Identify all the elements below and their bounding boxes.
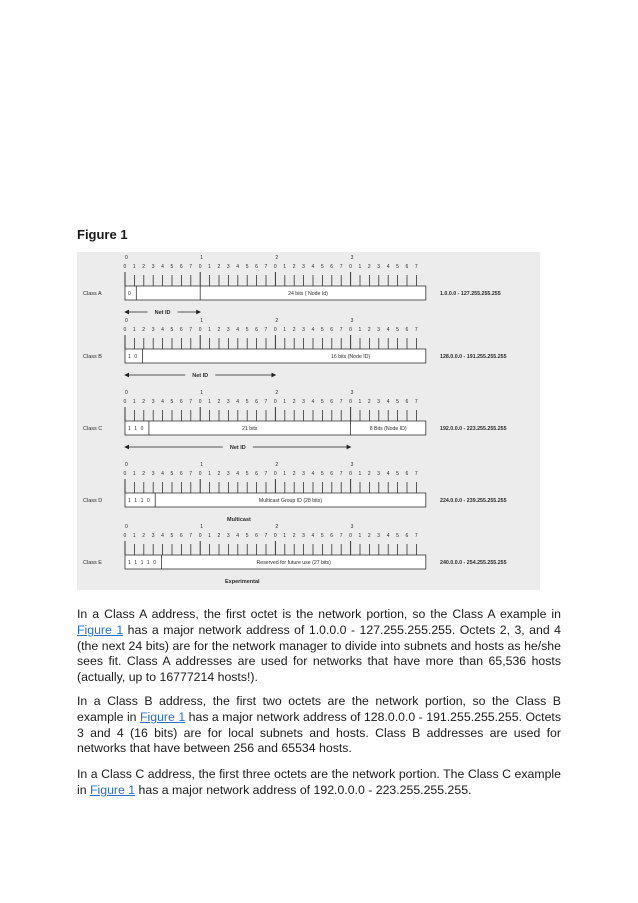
bit-index-label: 4 [161, 533, 164, 539]
bit-index-label: 4 [311, 399, 315, 405]
bit-index-label: 0 [123, 264, 127, 270]
bit-index-label: 0 [349, 471, 352, 477]
bit-index-label: 2 [367, 264, 371, 270]
bit-index-label: 0 [198, 471, 202, 477]
bit-index-label: 0 [198, 327, 202, 333]
bit-index-label: 4 [386, 533, 390, 539]
octet-number: 0 [125, 390, 128, 396]
bit-index-label: 5 [320, 327, 324, 333]
bit-index-label: 1 [132, 399, 136, 405]
octet-number: 1 [200, 255, 203, 261]
bit-index-label: 7 [189, 533, 193, 539]
bit-index-label: 4 [161, 264, 164, 270]
bit-index-label: 3 [151, 399, 155, 405]
bit-index-label: 5 [396, 327, 399, 333]
bit-index-label: 2 [367, 399, 371, 405]
bit-index-label: 4 [386, 327, 390, 333]
leading-bit: 1 [134, 560, 138, 566]
class-annotation: Multicast [227, 517, 251, 523]
bit-index-label: 7 [189, 327, 193, 333]
bit-index-label: 6 [405, 264, 409, 270]
bit-index-label: 2 [367, 471, 371, 477]
bit-index-label: 6 [330, 264, 334, 270]
bit-index-label: 0 [349, 327, 352, 333]
bit-index-label: 7 [339, 533, 343, 539]
bit-index-label: 1 [132, 471, 136, 477]
bit-index-label: 2 [217, 264, 221, 270]
bit-index-label: 4 [386, 399, 390, 405]
bit-index-label: 4 [236, 533, 240, 539]
bit-index-label: 3 [302, 399, 305, 405]
address-range: 128.0.0.0 - 191.255.255.255 [440, 354, 507, 360]
net-id-label: Net ID [154, 310, 171, 316]
bit-index-label: 0 [123, 471, 127, 477]
bit-index-label: 7 [189, 264, 193, 270]
paragraph-text: In a Class C address, the first three octets are the network portion. The Class C example in [77, 767, 561, 797]
bit-index-label: 4 [311, 264, 315, 270]
bit-index-label: 3 [226, 399, 230, 405]
bit-index-label: 4 [161, 471, 164, 477]
bit-index-label: 5 [170, 533, 174, 539]
bit-index-label: 2 [292, 471, 296, 477]
bit-index-label: 3 [377, 399, 381, 405]
bit-index-label: 7 [339, 327, 343, 333]
bit-index-label: 5 [170, 327, 174, 333]
net-id-label: Net ID [192, 373, 209, 379]
octet-number: 2 [275, 462, 279, 468]
bit-index-label: 4 [236, 327, 240, 333]
bit-index-label: 5 [245, 399, 249, 405]
field-text: Multicast Group ID (28 bits) [258, 498, 323, 504]
bit-index-label: 6 [330, 327, 334, 333]
bit-index-label: 1 [358, 399, 362, 405]
octet-number: 0 [125, 462, 128, 468]
bit-index-label: 5 [245, 533, 249, 539]
bit-index-label: 2 [292, 533, 296, 539]
paragraph-class-b [77, 694, 561, 757]
address-range: 224.0.0.0 - 239.255.255.255 [440, 498, 507, 504]
bit-index-label: 0 [273, 264, 277, 270]
octet-number: 1 [200, 524, 203, 530]
bit-index-label: 0 [198, 399, 202, 405]
bit-index-label: 0 [273, 533, 277, 539]
bit-index-label: 0 [273, 327, 277, 333]
bit-index-label: 2 [217, 327, 221, 333]
bit-index-label: 7 [189, 399, 193, 405]
leading-bit: 0 [146, 498, 150, 504]
bit-index-label: 1 [132, 264, 136, 270]
bit-index-label: 3 [151, 327, 155, 333]
bit-index-label: 2 [292, 264, 296, 270]
node-field-text: 8 Bits (Node ID) [369, 426, 407, 432]
bit-index-label: 2 [367, 327, 371, 333]
bit-index-label: 6 [330, 399, 334, 405]
bit-index-label: 3 [151, 471, 155, 477]
field-text: 21 bits [242, 426, 258, 432]
ip-class-diagram [77, 252, 540, 590]
bit-index-label: 6 [255, 471, 258, 477]
bit-index-label: 5 [396, 533, 399, 539]
figure-1-link[interactable]: Figure 1 [90, 782, 136, 797]
class-label: Class C [83, 426, 103, 432]
bit-index-label: 1 [283, 264, 287, 270]
octet-number: 3 [350, 255, 354, 261]
bit-index-label: 0 [349, 399, 352, 405]
octet-number: 1 [200, 390, 203, 396]
bit-index-label: 6 [179, 399, 183, 405]
bit-index-label: 5 [320, 471, 324, 477]
leading-bit: 1 [128, 426, 131, 432]
bit-index-label: 3 [302, 327, 305, 333]
octet-number: 1 [200, 318, 203, 324]
octet-number: 2 [275, 255, 279, 261]
bit-index-label: 7 [264, 471, 268, 477]
octet-number: 0 [125, 318, 128, 324]
field-text: Reserved for future use (27 bits) [256, 560, 331, 566]
bit-index-label: 3 [151, 264, 155, 270]
bit-index-label: 1 [358, 471, 362, 477]
bit-index-label: 7 [339, 471, 343, 477]
paragraph-text: has a major network address of 1.0.0.0 - 127.255.255.255. Octets 2, 3, and 4 (the next 24 bits) are for the network manager to divide into subnets and hosts as he/she sees fit. Class A addresses are used for networks that have more than 65,536 hosts (actually, up to 16777214 hosts!). [77, 622, 561, 685]
bit-index-label: 0 [273, 399, 277, 405]
bit-index-label: 6 [330, 533, 334, 539]
bit-index-label: 5 [170, 399, 174, 405]
bit-index-label: 3 [377, 264, 381, 270]
bit-index-label: 4 [236, 471, 240, 477]
bit-index-label: 2 [217, 471, 221, 477]
bit-index-label: 3 [302, 471, 305, 477]
bit-index-label: 3 [377, 471, 381, 477]
bit-index-label: 4 [161, 399, 164, 405]
ip-address-class-figure [77, 252, 540, 590]
bit-index-label: 2 [217, 533, 221, 539]
bit-index-label: 3 [226, 533, 230, 539]
bit-index-label: 3 [377, 327, 381, 333]
bit-index-label: 0 [349, 533, 352, 539]
bit-index-label: 6 [255, 533, 258, 539]
octet-number: 2 [275, 318, 279, 324]
bit-index-label: 7 [189, 471, 193, 477]
bit-index-label: 2 [142, 471, 146, 477]
bit-index-label: 7 [414, 327, 418, 333]
bit-index-label: 6 [179, 533, 183, 539]
leading-bit: 0 [153, 560, 156, 566]
bit-index-label: 4 [311, 471, 315, 477]
octet-number: 0 [125, 524, 128, 530]
bit-index-label: 6 [405, 533, 409, 539]
bit-index-label: 0 [123, 327, 127, 333]
bit-index-label: 6 [179, 471, 183, 477]
bit-index-label: 2 [217, 399, 221, 405]
bit-index-label: 5 [170, 264, 174, 270]
bit-index-label: 0 [123, 533, 127, 539]
octet-number: 1 [200, 462, 203, 468]
bit-index-label: 5 [320, 399, 324, 405]
bit-index-label: 1 [208, 399, 211, 405]
leading-bit: 0 [140, 426, 144, 432]
bit-index-label: 5 [320, 533, 324, 539]
bit-index-label: 7 [339, 264, 343, 270]
address-range: 192.0.0.0 - 223.255.255.255 [440, 426, 507, 432]
bit-index-label: 1 [208, 327, 211, 333]
address-range: 1.0.0.0 - 127.255.255.255 [440, 291, 501, 297]
bit-index-label: 1 [208, 471, 211, 477]
leading-bit: 1 [134, 426, 138, 432]
bit-index-label: 7 [414, 533, 418, 539]
bit-index-label: 7 [414, 264, 418, 270]
bit-index-label: 6 [255, 327, 258, 333]
bit-index-label: 6 [255, 399, 258, 405]
paragraph-text: has a major network address of 192.0.0.0 - 223.255.255.255. [135, 782, 472, 797]
bit-index-label: 2 [142, 533, 146, 539]
bit-index-label: 5 [396, 399, 399, 405]
paragraph-text: In a Class A address, the first octet is the network portion, so the Class A example in [77, 607, 561, 621]
bit-index-label: 1 [132, 533, 136, 539]
bit-index-label: 3 [226, 471, 230, 477]
bit-index-label: 0 [198, 533, 202, 539]
bit-index-label: 3 [226, 327, 230, 333]
bit-index-label: 4 [311, 533, 315, 539]
bit-index-label: 5 [245, 264, 249, 270]
bit-index-label: 7 [264, 533, 268, 539]
bit-index-label: 5 [245, 471, 249, 477]
bit-index-label: 7 [264, 327, 268, 333]
bit-index-label: 7 [414, 471, 418, 477]
bit-index-label: 0 [198, 264, 202, 270]
bit-index-label: 0 [273, 471, 277, 477]
bit-index-label: 4 [311, 327, 315, 333]
bit-index-label: 1 [358, 533, 362, 539]
paragraph-text: In a Class B address, the first two octets are the network portion, so the Class B example in [77, 694, 561, 724]
leading-bit: 1 [140, 498, 144, 504]
bit-index-label: 2 [292, 399, 296, 405]
bit-index-label: 3 [377, 533, 381, 539]
bit-index-label: 6 [179, 327, 183, 333]
class-annotation: Experimental [225, 579, 260, 585]
octet-number: 3 [350, 318, 354, 324]
bit-index-label: 3 [151, 533, 155, 539]
bit-index-label: 1 [283, 533, 287, 539]
bit-index-label: 0 [349, 264, 352, 270]
leading-bit: 1 [128, 498, 131, 504]
bit-index-label: 6 [330, 471, 334, 477]
bit-index-label: 7 [339, 399, 343, 405]
bit-index-label: 7 [264, 264, 268, 270]
octet-number: 3 [350, 462, 354, 468]
address-bar [125, 349, 426, 363]
figure-1-link[interactable]: Figure 1 [77, 622, 124, 637]
bit-index-label: 3 [226, 264, 230, 270]
paragraph-class-a [77, 607, 561, 686]
bit-index-label: 6 [405, 327, 409, 333]
figure-caption: Figure 1 [77, 227, 128, 242]
bit-index-label: 2 [292, 327, 296, 333]
bit-index-label: 5 [396, 471, 399, 477]
bit-index-label: 1 [283, 471, 287, 477]
bit-index-label: 1 [283, 327, 287, 333]
bit-index-label: 6 [405, 399, 409, 405]
octet-number: 3 [350, 390, 354, 396]
bit-index-label: 0 [123, 399, 127, 405]
bit-index-label: 4 [386, 471, 390, 477]
leading-bit: 1 [146, 560, 150, 566]
octet-number: 0 [125, 255, 128, 261]
bit-index-label: 1 [283, 399, 287, 405]
bit-index-label: 3 [302, 264, 305, 270]
address-range: 240.0.0.0 - 254.255.255.255 [440, 560, 507, 566]
leading-bit: 0 [134, 354, 138, 360]
bit-index-label: 2 [142, 327, 146, 333]
bit-index-label: 6 [255, 264, 258, 270]
bit-index-label: 4 [386, 264, 390, 270]
bit-index-label: 7 [264, 399, 268, 405]
address-bar [125, 286, 426, 300]
bit-index-label: 1 [208, 533, 211, 539]
paragraph-class-c [77, 767, 561, 799]
leading-bit: 1 [128, 354, 131, 360]
leading-bit: 1 [140, 560, 144, 566]
bit-index-label: 2 [367, 533, 371, 539]
bit-index-label: 4 [161, 327, 164, 333]
field-text: 16 bits (Node ID) [330, 354, 371, 360]
bit-index-label: 5 [396, 264, 399, 270]
field-text: 24 bits ( Node Id) [288, 291, 328, 297]
bit-index-label: 5 [170, 471, 174, 477]
bit-index-label: 3 [302, 533, 305, 539]
class-label: Class E [83, 560, 102, 566]
bit-index-label: 1 [208, 264, 211, 270]
bit-index-label: 6 [405, 471, 409, 477]
octet-number: 3 [350, 524, 354, 530]
bit-index-label: 6 [179, 264, 183, 270]
class-label: Class A [83, 291, 102, 297]
bit-index-label: 2 [142, 264, 146, 270]
bit-index-label: 1 [132, 327, 136, 333]
class-label: Class B [83, 354, 102, 360]
paragraph-text: has a major network address of 128.0.0.0 - 191.255.255.255. Octets 3 and 4 (16 bits) are for local subnets and hosts. Class B addresses are used for networks that have between 256 and 65534 hosts. [77, 709, 561, 756]
figure-1-link[interactable]: Figure 1 [140, 709, 186, 724]
bit-index-label: 1 [358, 327, 362, 333]
bit-index-label: 4 [236, 399, 240, 405]
bit-index-label: 7 [414, 399, 418, 405]
bit-index-label: 1 [358, 264, 362, 270]
bit-index-label: 5 [320, 264, 324, 270]
leading-bit: 1 [128, 560, 131, 566]
leading-bit: 0 [128, 291, 131, 297]
bit-index-label: 5 [245, 327, 249, 333]
bit-index-label: 4 [236, 264, 240, 270]
leading-bit: 1 [134, 498, 138, 504]
octet-number: 2 [275, 390, 279, 396]
net-id-label: Net ID [229, 445, 246, 451]
class-label: Class D [83, 498, 103, 504]
octet-number: 2 [275, 524, 279, 530]
bit-index-label: 2 [142, 399, 146, 405]
